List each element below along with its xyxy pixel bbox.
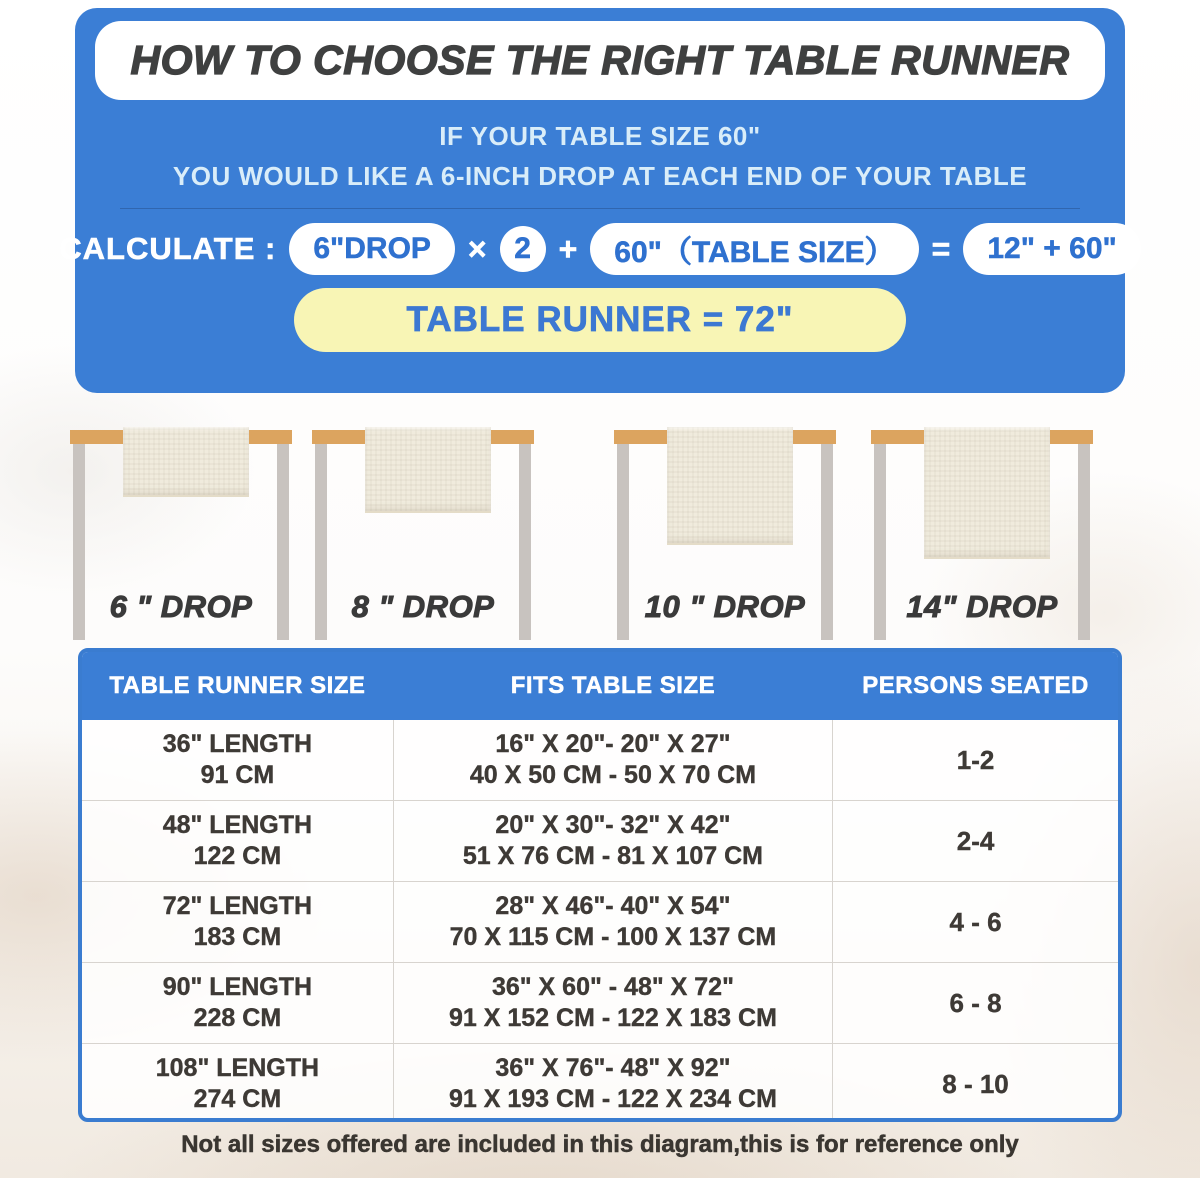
- fits-size-cm: 91 X 152 CM - 122 X 183 CM: [448, 1004, 777, 1032]
- runner-size-cm: 228 CM: [193, 1004, 282, 1032]
- runner-size-inches: 90" LENGTH: [162, 973, 313, 1001]
- persons-seated-value: 8 - 10: [942, 1068, 1009, 1099]
- column-header-runner-size: TABLE RUNNER SIZE: [109, 672, 366, 699]
- runner-size-cell: [82, 963, 393, 1043]
- equals-operator: =: [931, 230, 951, 267]
- runner-size-inches: 48" LENGTH: [162, 811, 313, 839]
- persons-seated-value: 6 - 8: [949, 987, 1002, 1018]
- runner-size-inches: 36" LENGTH: [162, 730, 313, 758]
- table-runner-swatch: [667, 427, 793, 545]
- runner-size-cell: [82, 801, 393, 881]
- table-runner-swatch: [365, 427, 491, 513]
- table-header-row: [82, 652, 1118, 720]
- table-figure-8-drop: [312, 402, 534, 645]
- table-row: [82, 962, 1118, 1043]
- fits-size-cm: 91 X 193 CM - 122 X 234 CM: [448, 1085, 777, 1113]
- runner-size-cm: 183 CM: [193, 923, 282, 951]
- table-figure-6-drop: [70, 402, 292, 645]
- runner-size-cm: 122 CM: [193, 842, 282, 870]
- fits-size-inches: 16" X 20"- 20" X 27": [495, 730, 731, 758]
- persons-cell: [833, 963, 1118, 1043]
- table-runner-swatch: [123, 427, 249, 497]
- drop-label: 6 " DROP: [109, 589, 253, 624]
- persons-seated-value: 4 - 6: [949, 906, 1002, 937]
- persons-cell: [833, 882, 1118, 962]
- runner-size-inches: 72" LENGTH: [162, 892, 313, 920]
- fits-size-inches: 28" X 46"- 40" X 54": [495, 892, 731, 920]
- header-banner: [59, 8, 1125, 393]
- persons-cell: [833, 1044, 1118, 1122]
- column-header-fits-size: FITS TABLE SIZE: [510, 672, 716, 699]
- size-reference-table: [78, 648, 1122, 1122]
- runner-size-cm: 91 CM: [200, 761, 275, 789]
- fits-size-cm: 70 X 115 CM - 100 X 137 CM: [449, 923, 777, 951]
- persons-cell: [833, 801, 1118, 881]
- fits-size-inches: 20" X 30"- 32" X 42": [495, 811, 731, 839]
- runner-size-cell: [82, 720, 393, 800]
- page-title: HOW TO CHOOSE THE RIGHT TABLE RUNNER: [130, 37, 1070, 83]
- table-row: [82, 800, 1118, 881]
- runner-size-inches: 108" LENGTH: [155, 1054, 320, 1082]
- drop-label: 10 " DROP: [644, 589, 806, 624]
- table-runner-swatch: [924, 427, 1050, 559]
- sum-pill: 12" + 60": [963, 223, 1140, 275]
- fits-size-cell: [393, 882, 833, 962]
- drop-illustrations: [0, 402, 1200, 645]
- table-body: [82, 720, 1118, 1122]
- subtitle-line-1: IF YOUR TABLE SIZE 60": [439, 121, 761, 151]
- fits-size-cell: [393, 1044, 833, 1122]
- fits-size-cell: [393, 963, 833, 1043]
- multiplier-circle: 2: [500, 226, 546, 272]
- drop-label: 14" DROP: [906, 589, 1058, 624]
- fits-size-inches: 36" X 60" - 48" X 72": [491, 973, 734, 1001]
- banner-divider: [120, 208, 1080, 209]
- runner-size-cm: 274 CM: [193, 1085, 282, 1113]
- table-figure-10-drop: [614, 402, 836, 645]
- disclaimer-note: Not all sizes offered are included in this diagram,this is for reference only: [181, 1131, 1019, 1158]
- fits-size-cm: 51 X 76 CM - 81 X 107 CM: [462, 842, 764, 870]
- fits-size-cm: 40 X 50 CM - 50 X 70 CM: [469, 761, 757, 789]
- drop-label: 8 " DROP: [351, 589, 495, 624]
- title-box: [95, 21, 1105, 100]
- drop-value-pill: 6"DROP: [289, 223, 455, 275]
- fits-size-inches: 36" X 76"- 48" X 92": [495, 1054, 731, 1082]
- table-row: [82, 1043, 1118, 1122]
- table-size-pill: 60"（TABLE SIZE）: [590, 223, 918, 275]
- calculation-row: [59, 223, 1140, 275]
- calculate-label: CALCULATE :: [59, 231, 277, 266]
- runner-size-cell: [82, 1044, 393, 1122]
- persons-seated-value: 2-4: [956, 825, 995, 856]
- column-header-persons: PERSONS SEATED: [862, 672, 1089, 699]
- fits-size-cell: [393, 720, 833, 800]
- subtitle-line-2: YOU WOULD LIKE A 6-INCH DROP AT EACH END OF YOUR TABLE: [172, 161, 1028, 191]
- table-row: [82, 720, 1118, 800]
- persons-cell: [833, 720, 1118, 800]
- plus-operator: +: [558, 230, 578, 267]
- multiply-operator: ×: [467, 230, 487, 267]
- runner-result-pill: TABLE RUNNER = 72": [294, 288, 906, 352]
- table-figure-14-drop: [871, 402, 1093, 645]
- runner-size-cell: [82, 882, 393, 962]
- fits-size-cell: [393, 801, 833, 881]
- table-row: [82, 881, 1118, 962]
- persons-seated-value: 1-2: [956, 744, 995, 775]
